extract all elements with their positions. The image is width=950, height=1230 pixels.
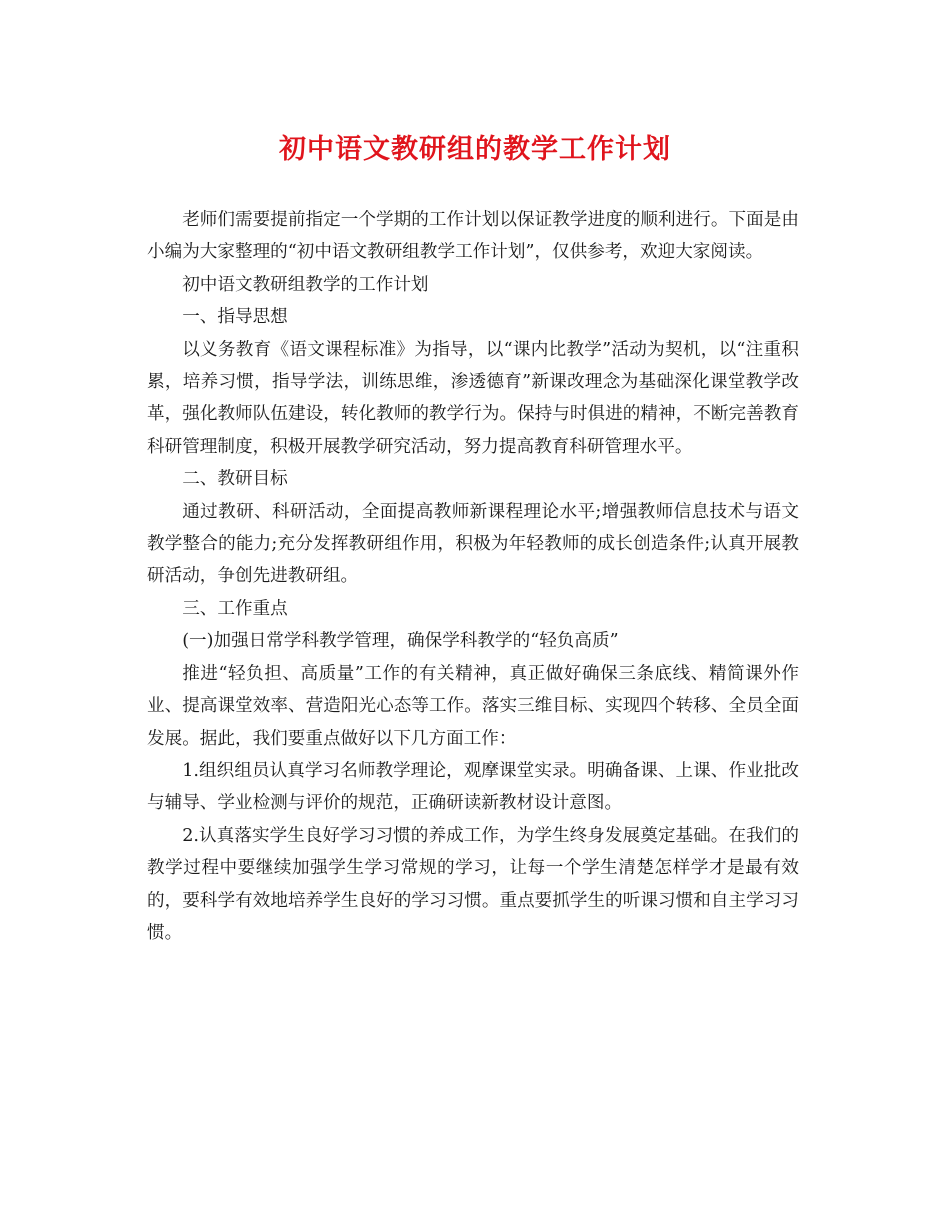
paragraph-daily-management: 推进“轻负担、高质量”工作的有关精神，真正做好确保三条底线、精简课外作业、提高课堂效率、营造阳光心态等工作。落实三维目标、实现四个转移、全员全面发展。据此，我们要重点做好以下几方面工作： <box>147 663 799 749</box>
heading-work-focus: 三、工作重点 <box>182 598 288 619</box>
subheading-daily-management: (一)加强日常学科教学管理，确保学科教学的“轻负高质” <box>182 631 619 652</box>
list-item-2: 2.认真落实学生良好学习习惯的养成工作，为学生终身发展奠定基础。在我们的教学过程中要继续加强学生学习常规的学习，让每一个学生清楚怎样学才是最有效的，要科学有效地培养学生良好的学习习惯。重点要抓学生的听课习惯和自主学习习惯。 <box>147 825 799 943</box>
paragraph-intro: 老师们需要提前指定一个学期的工作计划以保证教学进度的顺利进行。下面是由小编为大家整理的“初中语文教研组教学工作计划”，仅供参考，欢迎大家阅读。 <box>147 210 799 263</box>
list-item-1: 1.组织组员认真学习名师教学理论，观摩课堂实录。明确备课、上课、作业批改与辅导、学业检测与评价的规范，正确研读新教材设计意图。 <box>147 760 799 814</box>
document-body <box>147 204 799 949</box>
heading-research-goals: 二、教研目标 <box>182 469 288 490</box>
document-title: 初中语文教研组的教学工作计划 <box>279 134 671 165</box>
paragraph-guiding-thought: 以义务教育《语文课程标准》为指导，以“课内比教学”活动为契机，以“注重积累，培养习惯，指导学法，训练思维，渗透德育”新课改理念为基础深化课堂教学改革，强化教师队伍建设，转化教师的教学行为。保持与时俱进的精神，不断完善教育科研管理制度，积极开展教学研究活动，努力提高教育科研管理水平。 <box>147 339 799 457</box>
paragraph-subtitle: 初中语文教研组教学的工作计划 <box>182 274 429 295</box>
paragraph-research-goals: 通过教研、科研活动，全面提高教师新课程理论水平;增强教师信息技术与语文教学整合的能力;充分发挥教研组作用，积极为年轻教师的成长创造条件;认真开展教研活动，争创先进教研组。 <box>147 501 799 587</box>
heading-guiding-thought: 一、指导思想 <box>182 307 288 328</box>
